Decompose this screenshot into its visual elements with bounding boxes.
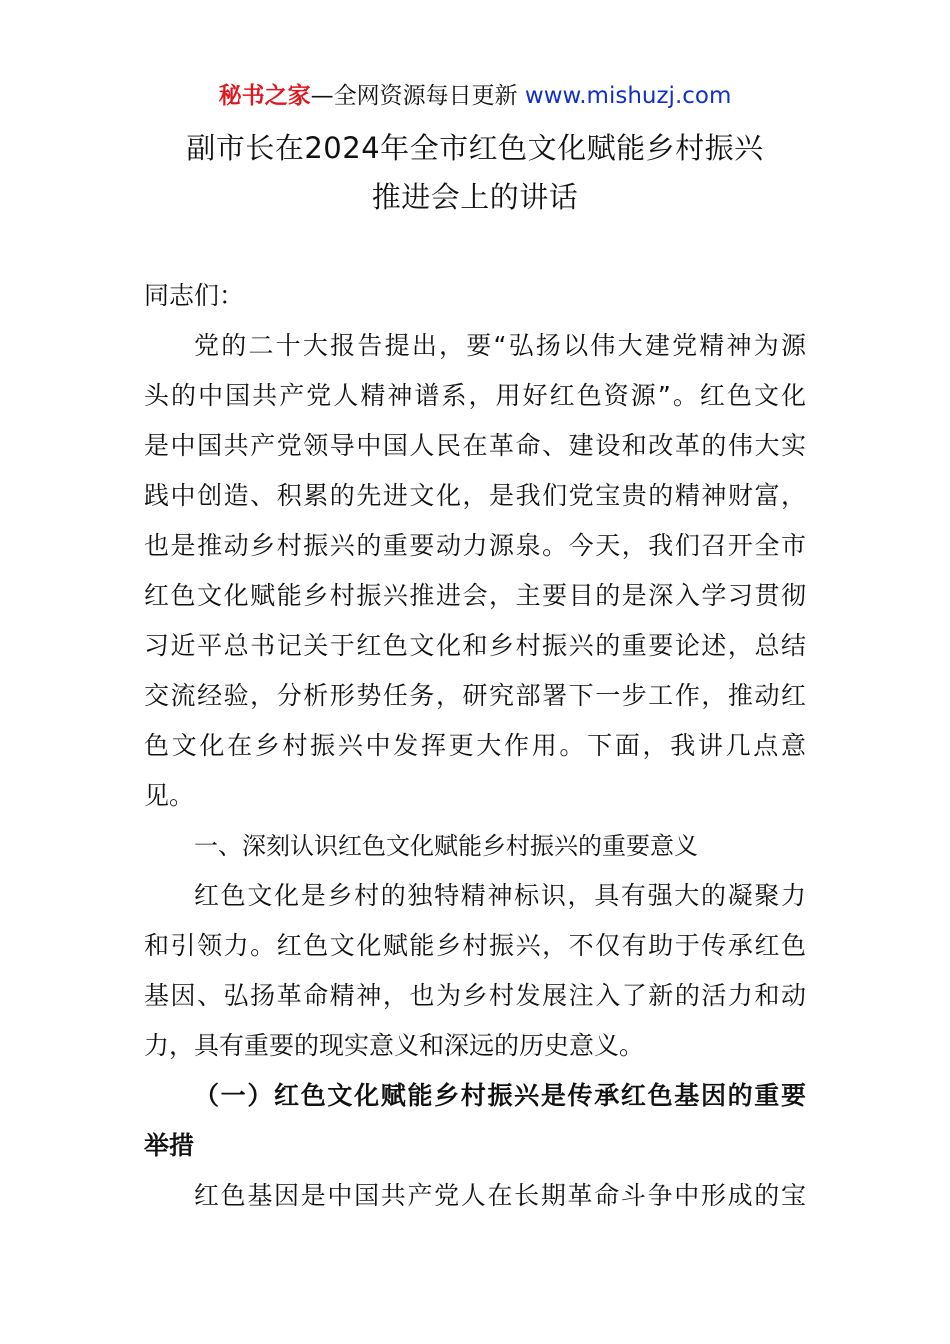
paragraph-line: 党的二十大报告提出，要“弘扬以伟大建党精神为源 <box>194 331 806 360</box>
paragraph-1 <box>144 321 806 821</box>
site-name: 秘书之家 <box>218 83 311 109</box>
paragraph-3 <box>144 1171 806 1221</box>
subsection-1-heading <box>144 1071 806 1171</box>
paragraph-line: 基因、弘扬革命精神，也为乡村发展注入了新的活力和动 <box>144 981 806 1010</box>
site-header <box>0 80 950 112</box>
paragraph-line: 力，具有重要的现实意义和深远的历史意义。 <box>144 1031 645 1060</box>
paragraph-line: 习近平总书记关于红色文化和乡村振兴的重要论述，总结 <box>144 631 806 660</box>
paragraph-line: 色文化在乡村振兴中发挥更大作用。下面，我讲几点意 <box>144 731 806 760</box>
paragraph-line: 和引领力。红色文化赋能乡村振兴，不仅有助于传承红色 <box>144 931 806 960</box>
paragraph-line: 红色基因是中国共产党人在长期革命斗争中形成的宝 <box>194 1181 806 1210</box>
site-tagline: —全网资源每日更新 <box>310 83 518 109</box>
document-title-line-1: 副市长在2024年全市红色文化赋能乡村振兴 <box>186 131 764 165</box>
document-title-line-2: 推进会上的讲话 <box>371 180 579 214</box>
paragraph-line: 头的中国共产党人精神谱系，用好红色资源”。红色文化 <box>144 381 806 410</box>
subsection-heading-line: （一）红色文化赋能乡村振兴是传承红色基因的重要 <box>194 1081 806 1110</box>
site-url-link[interactable]: www.mishuzj.com <box>524 83 732 109</box>
paragraph-line: 也是推动乡村振兴的重要动力源泉。今天，我们召开全市 <box>144 531 806 560</box>
salutation-block <box>144 271 806 321</box>
section-heading: 一、深刻认识红色文化赋能乡村振兴的重要意义 <box>194 832 698 860</box>
paragraph-line: 交流经验，分析形势任务，研究部署下一步工作，推动红 <box>144 681 806 710</box>
salutation: 同志们： <box>144 281 245 310</box>
paragraph-2 <box>144 871 806 1071</box>
paragraph-line: 红色文化赋能乡村振兴推进会，主要目的是深入学习贯彻 <box>144 581 806 610</box>
paragraph-line: 见。 <box>144 781 195 810</box>
section-1-heading-block <box>144 821 806 871</box>
paragraph-line: 是中国共产党领导中国人民在革命、建设和改革的伟大实 <box>144 431 806 460</box>
paragraph-line: 践中创造、积累的先进文化，是我们党宝贵的精神财富， <box>144 481 806 510</box>
subsection-heading-line: 举措 <box>144 1131 195 1160</box>
paragraph-line: 红色文化是乡村的独特精神标识，具有强大的凝聚力 <box>194 881 806 910</box>
